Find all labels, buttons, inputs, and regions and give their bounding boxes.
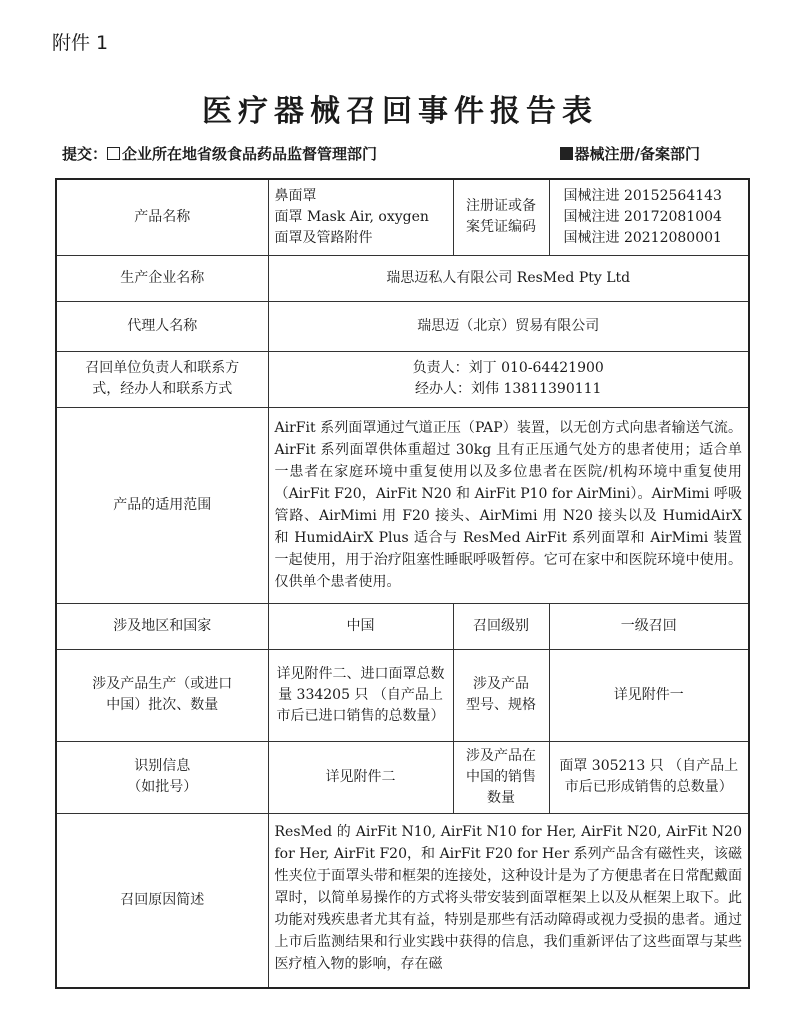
submit-option-registration-group [560, 143, 700, 164]
value-product-name: 鼻面罩 面罩 Mask Air, oxygen 面罩及管路附件 [268, 179, 453, 255]
value-identification: 详见附件二 [268, 741, 453, 813]
label-agent: 代理人名称 [56, 301, 268, 351]
label-sales-quantity: 涉及产品在 中国的销售 数量 [453, 741, 549, 813]
label-identification: 识别信息 （如批号） [56, 741, 268, 813]
label-scope: 产品的适用范围 [56, 407, 268, 603]
label-registration-code: 注册证或备 案凭证编码 [453, 179, 549, 255]
value-batches: 详见附件二、进口面罩总数量 334205 只 （自产品上市后已进口销售的总数量） [268, 649, 453, 741]
row-identification [56, 741, 749, 813]
label-recall-level: 召回级别 [453, 603, 549, 649]
submit-option-provincial: 企业所在地省级食品药品监督管理部门 [122, 145, 378, 163]
value-recall-level: 一级召回 [549, 603, 749, 649]
value-manufacturer: 瑞思迈私人有限公司 ResMed Pty Ltd [268, 255, 749, 301]
submit-label: 提交： [62, 145, 108, 163]
value-region: 中国 [268, 603, 453, 649]
recall-report-table [55, 178, 750, 989]
value-sales-quantity: 面罩 305213 只 （自产品上市后已形成销售的总数量） [549, 741, 749, 813]
attachment-label: 附件 1 [52, 32, 109, 54]
row-batches [56, 649, 749, 741]
value-scope: AirFit 系列面罩通过气道正压（PAP）装置，以无创方式向患者输送气流。AirFit 系列面罩供体重超过 30kg 且有正压通气处方的患者使用；适合单一患者在家庭环境中重复使用以及多位患者在医院/机构环境中重复使用（AirFit F20，AirFit N20 和 AirFit P10 for AirMini）。AirMimi 呼吸管路、AirMimi 用 F20 接头、AirMimi 用 N20 接头以及 HumidAirX 和 HumidAirX Plus 适合与 ResMed AirFit 系列面罩和 AirMimi 装置一起使用，用于治疗阻塞性睡眠呼吸暂停。它可在家中和医院环境中使用。仅供单个患者使用。 [268, 407, 749, 603]
row-product-name [56, 179, 749, 255]
label-batches: 涉及产品生产（或进口 中国）批次、数量 [56, 649, 268, 741]
checkbox-unchecked-icon[interactable] [107, 147, 120, 160]
row-region [56, 603, 749, 649]
label-model-spec: 涉及产品 型号、规格 [453, 649, 549, 741]
reason-text: ResMed 的 AirFit N10, AirFit N10 for Her, AirFit N20, AirFit N20 for Her, AirFit F20，和 AirFit F20 for Her 系列产品含有磁性夹，该磁性夹位于面罩头带和框架的连接处，这种设计是为了方便患者在日常配戴面罩时，以简单易操作的方式将头带安装到面罩框架上以及从框架上取下。此功能对残疾患者尤其有益，特别是那些有活动障碍或视力受损的患者。通过上市后监测结果和行业实践中获得的信息，我们重新评估了这些面罩与某些医疗植入物的影响，存在磁 [274, 823, 742, 972]
row-reason [56, 813, 749, 988]
row-contacts [56, 351, 749, 407]
label-region: 涉及地区和国家 [56, 603, 268, 649]
checkbox-checked-icon[interactable] [560, 147, 573, 160]
submit-row [62, 143, 760, 164]
row-manufacturer [56, 255, 749, 301]
label-reason: 召回原因简述 [56, 813, 268, 988]
label-contacts: 召回单位负责人和联系方 式，经办人和联系方式 [56, 351, 268, 407]
label-manufacturer: 生产企业名称 [56, 255, 268, 301]
label-product-name: 产品名称 [56, 179, 268, 255]
value-contacts: 负责人：刘丁 010-64421900 经办人：刘伟 13811390111 [268, 351, 749, 407]
value-registration-codes: 国械注进 20152564143 国械注进 20172081004 国械注进 20212080001 [549, 179, 749, 255]
document-title: 医疗器械召回事件报告表 [202, 94, 598, 129]
value-model-spec: 详见附件一 [549, 649, 749, 741]
value-agent: 瑞思迈（北京）贸易有限公司 [268, 301, 749, 351]
row-agent [56, 301, 749, 351]
value-reason [268, 813, 749, 988]
submit-option-registration: 器械注册/备案部门 [574, 145, 700, 163]
row-scope [56, 407, 749, 603]
